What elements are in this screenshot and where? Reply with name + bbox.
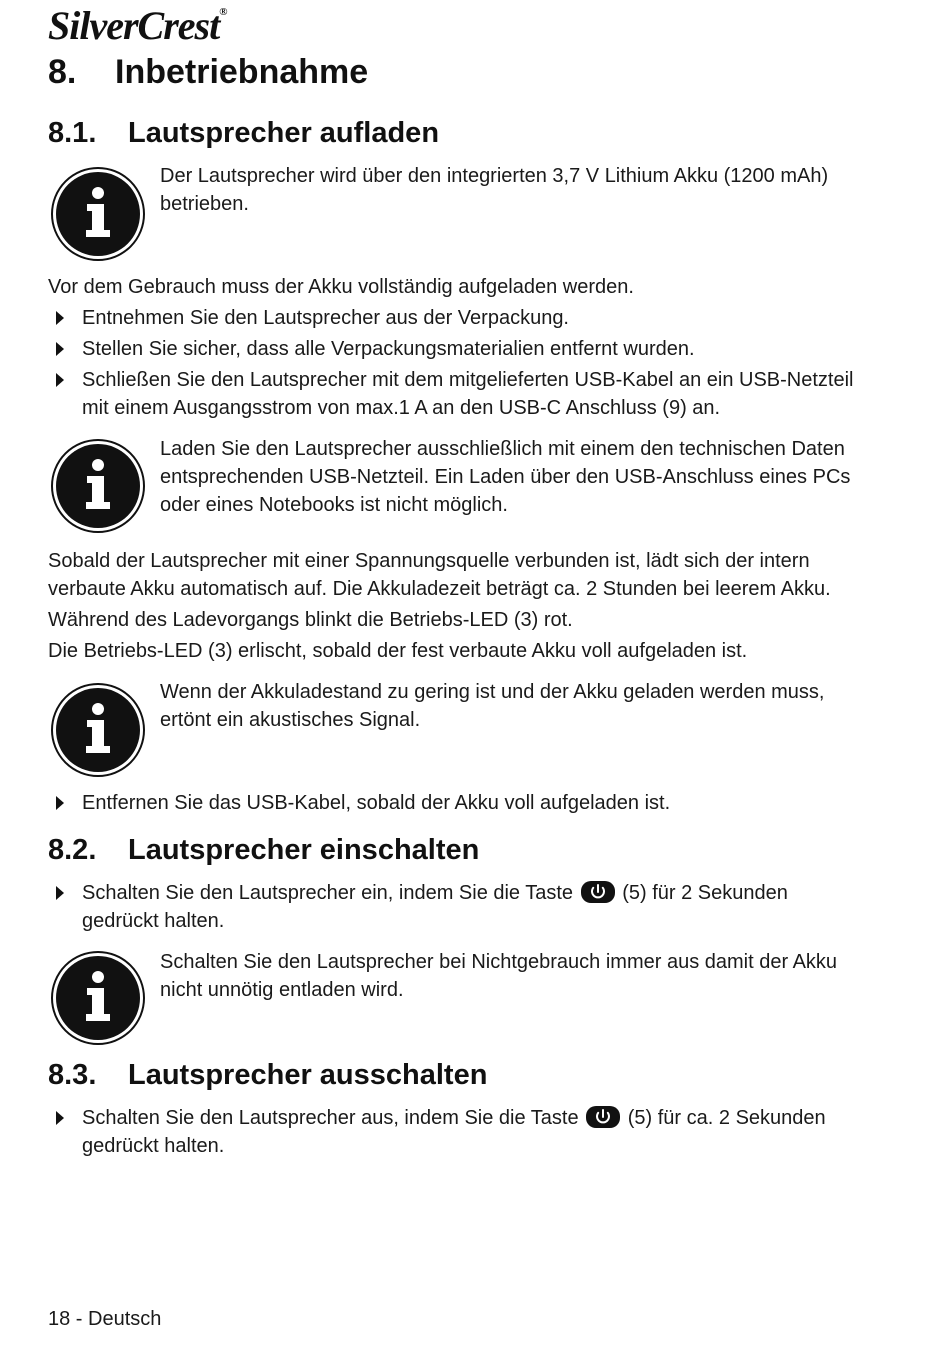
paragraph: Vor dem Gebrauch muss der Akku vollständig aufgeladen werden. xyxy=(48,276,634,298)
brand-name: SilverCrest xyxy=(48,3,220,48)
registered-mark: ® xyxy=(219,6,227,18)
paragraph: Sobald der Lautsprecher mit einer Spannungsquelle verbunden ist, lädt sich der intern verbaute Akku automatisch auf. Die Akkuladezeit beträgt ca. 2 Stunden bei leerem Akku. xyxy=(48,550,831,600)
subsection-title: Lautsprecher einschalten xyxy=(128,834,480,866)
list-item-text xyxy=(82,1104,862,1160)
list-item-text-end: (5) für 2 Sekunden gedrückt halten. xyxy=(82,882,788,932)
list-item-text xyxy=(82,879,862,935)
bullet-arrow-icon xyxy=(56,311,64,325)
section-number: 8. xyxy=(48,53,77,91)
list-item-text-start: Schalten Sie den Lautsprecher aus, indem Sie die Taste xyxy=(82,1107,579,1129)
list-item xyxy=(56,366,876,422)
info-note: Wenn der Akkuladestand zu gering ist und der Akku geladen werden muss, ertönt ein akustisches Signal. xyxy=(160,681,825,731)
bullet-arrow-icon xyxy=(56,886,64,900)
subsection-heading-8-2 xyxy=(48,834,479,867)
subsection-number: 8.2. xyxy=(48,834,97,866)
list-item-text-start: Schalten Sie den Lautsprecher ein, indem Sie die Taste xyxy=(82,882,574,904)
info-icon xyxy=(50,682,146,778)
paragraph: Während des Ladevorgangs blinkt die Betriebs-LED (3) rot. xyxy=(48,609,573,631)
bullet-arrow-icon xyxy=(56,342,64,356)
brand-logo xyxy=(48,2,226,49)
info-note: Laden Sie den Lautsprecher ausschließlich mit einem den technischen Daten entsprechenden USB-Netzteil. Ein Laden über den USB-Anschluss eines PCs oder eines Notebooks ist nicht möglich. xyxy=(160,438,851,516)
power-icon xyxy=(586,1106,620,1128)
bullet-arrow-icon xyxy=(56,1111,64,1125)
section-heading xyxy=(48,53,368,92)
paragraph: Die Betriebs-LED (3) erlischt, sobald der fest verbaute Akku voll aufgeladen ist. xyxy=(48,640,748,662)
list-item-text-end: (5) für ca. 2 Sekunden gedrückt halten. xyxy=(82,1107,826,1157)
subsection-heading-8-1 xyxy=(48,117,439,150)
bullet-arrow-icon xyxy=(56,796,64,810)
info-note: Der Lautsprecher wird über den integrierten 3,7 V Lithium Akku (1200 mAh) betrieben. xyxy=(160,165,829,215)
subsection-number: 8.1. xyxy=(48,117,97,149)
subsection-title: Lautsprecher aufladen xyxy=(128,117,440,149)
info-note: Schalten Sie den Lautsprecher bei Nichtgebrauch immer aus damit der Akku nicht unnötig entladen wird. xyxy=(160,951,838,1001)
list-item-text: Stellen Sie sicher, dass alle Verpackungsmaterialien entfernt wurden. xyxy=(82,338,695,360)
list-item-text: Entnehmen Sie den Lautsprecher aus der Verpackung. xyxy=(82,307,569,329)
section-title: Inbetriebnahme xyxy=(115,53,369,91)
list-item xyxy=(56,335,876,363)
info-icon xyxy=(50,166,146,262)
subsection-number: 8.3. xyxy=(48,1059,97,1091)
list-item xyxy=(56,1104,876,1160)
list-item xyxy=(56,304,876,332)
bullet-arrow-icon xyxy=(56,373,64,387)
subsection-title: Lautsprecher ausschalten xyxy=(128,1059,488,1091)
page-footer: 18 - Deutsch xyxy=(48,1308,162,1330)
power-icon xyxy=(581,881,615,903)
info-icon xyxy=(50,950,146,1046)
list-item xyxy=(56,879,876,935)
list-item xyxy=(56,789,876,817)
info-icon xyxy=(50,438,146,534)
list-item-text: Schließen Sie den Lautsprecher mit dem mitgelieferten USB-Kabel an ein USB-Netzteil mit einem Ausgangsstrom von max.1 A an den USB-C Anschluss (9) an. xyxy=(82,369,854,419)
subsection-heading-8-3 xyxy=(48,1059,487,1092)
list-item-text: Entfernen Sie das USB-Kabel, sobald der Akku voll aufgeladen ist. xyxy=(82,792,671,814)
